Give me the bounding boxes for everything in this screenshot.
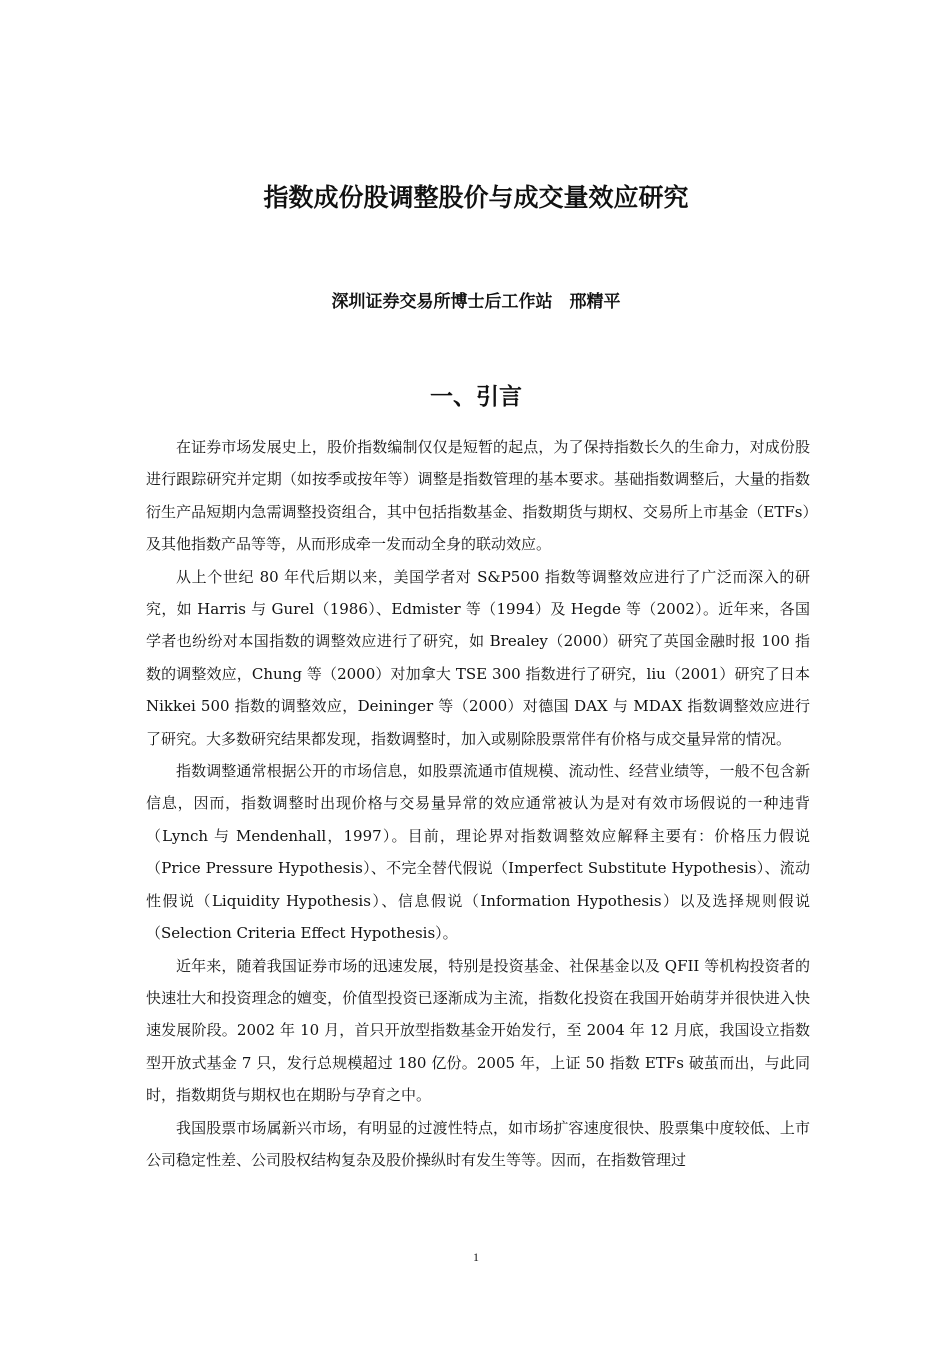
paragraph: 从上个世纪 80 年代后期以来，美国学者对 S&P500 指数等调整效应进行了广泛而深入的研究，如 Harris 与 Gurel（1986）、Edmister 等（1994）及 Hegde 等（2002）。近年来，各国学者也纷纷对本国指数的调整效应进行了研究，如 Brealey（2000）研究了英国金融时报 100 指数的调整效应，Chung 等（2000）对加拿大 TSE 300 指数进行了研究，liu（2001）研究了日本 Nikkei 500 指数的调整效应，Deininger 等（2000）对德国 DAX 与 MDAX 指数调整效应进行了研究。大多数研究结果都发现，指数调整时，加入或剔除股票常伴有价格与成交量异常的情况。: [146, 567, 810, 748]
paper-title: 指数成份股调整股价与成交量效应研究: [263, 183, 689, 212]
paragraph: 我国股票市场属新兴市场，有明显的过渡性特点，如市场扩容速度很快、股票集中度较低、上市公司稳定性差、公司股权结构复杂及股价操纵时有发生等等。因而，在指数管理过: [146, 1118, 810, 1169]
paragraph: 近年来，随着我国证券市场的迅速发展，特别是投资基金、社保基金以及 QFII 等机构投资者的快速壮大和投资理念的嬗变，价值型投资已逐渐成为主流，指数化投资在我国开始萌芽并很快进入快速发展阶段。2002 年 10 月，首只开放型指数基金开始发行，至 2004 年 12 月底，我国设立指数型开放式基金 7 只，发行总规模超过 180 亿份。2005 年，上证 50 指数 ETFs 破茧而出，与此同时，指数期货与期权也在期盼与孕育之中。: [146, 956, 810, 1105]
author-affiliation: 深圳证券交易所博士后工作站 邢精平: [331, 292, 621, 312]
body-text: [146, 431, 810, 1176]
paragraph: 在证券市场发展史上，股价指数编制仅仅是短暂的起点，为了保持指数长久的生命力，对成份股进行跟踪研究并定期（如按季或按年等）调整是指数管理的基本要求。基础指数调整后，大量的指数衍生产品短期内急需调整投资组合，其中包括指数基金、指数期货与期权、交易所上市基金（ETFs）及其他指数产品等等，从而形成牵一发而动全身的联动效应。: [146, 438, 810, 554]
section-heading: 一、引言: [430, 384, 522, 410]
page-number: 1: [473, 1250, 479, 1264]
paragraph: 指数调整通常根据公开的市场信息，如股票流通市值规模、流动性、经营业绩等，一般不包含新信息，因而，指数调整时出现价格与交易量异常的效应通常被认为是对有效市场假说的一种违背（Lynch 与 Mendenhall，1997）。目前，理论界对指数调整效应解释主要有：价格压力假说（Price Pressure Hypothesis）、不完全替代假说（Imperfect Substitute Hypothesis）、流动性假说（Liquidity Hypothesis）、信息假说（Information Hypothesis）以及选择规则假说（Selection Criteria Effect Hypothesis）。: [146, 762, 810, 943]
